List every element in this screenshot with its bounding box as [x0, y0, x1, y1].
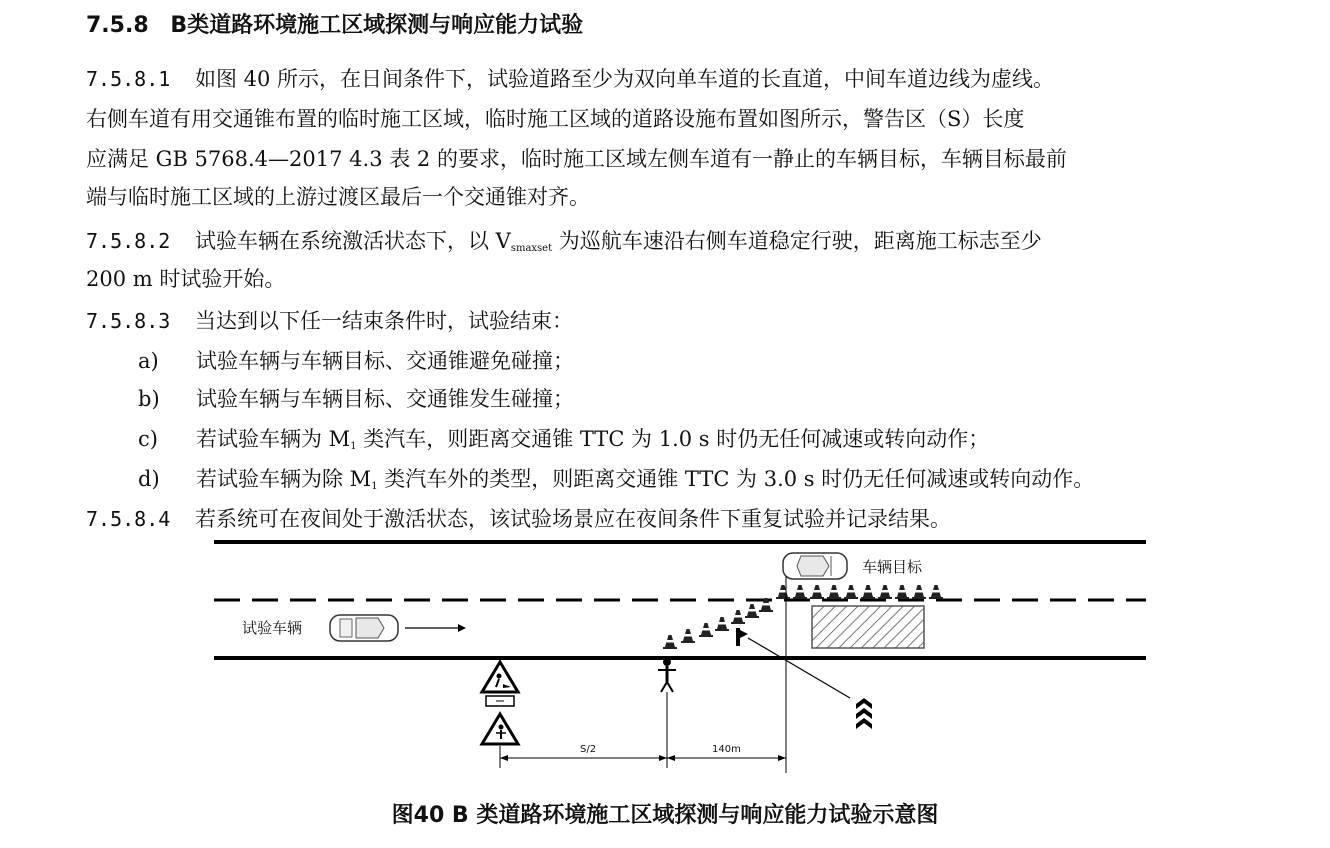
list-text-c-post: 类汽车，则距离交通锥 TTC 为 1.0 s 时仍无任何减速或转向动作；: [356, 427, 990, 451]
test-vehicle-label: 试验车辆: [242, 619, 303, 637]
p2-line-2: 200 m 时试验开始。: [86, 267, 286, 291]
list-item-d: [138, 464, 1094, 502]
construction-sign-icon: [482, 662, 518, 706]
section-heading: [86, 8, 583, 39]
p3-line: [86, 306, 573, 336]
taper-sign-icon: [736, 628, 748, 646]
work-zone: [812, 606, 924, 648]
test-vehicle: [330, 615, 398, 641]
p1-line-4: 端与临时施工区域的上游过渡区最后一个交通锥对齐。: [86, 185, 590, 209]
chevron-sign-icon: [856, 698, 872, 729]
list-sub-d: 1: [371, 481, 378, 492]
cone: [681, 629, 695, 643]
p4-number: 7.5.8.4: [86, 507, 171, 531]
list-text-d-post: 类汽车外的类型，则距离交通锥 TTC 为 3.0 s 时仍无任何减速或转向动作。: [377, 467, 1095, 491]
cone: [895, 585, 909, 599]
cone: [929, 585, 943, 599]
scenario-diagram: [200, 528, 1160, 788]
p1-line-2: 右侧车道有用交通锥布置的临时施工区域，临时施工区域的道路设施布置如图所示，警告区（S）长度: [86, 107, 1025, 131]
p1-line-1: [86, 64, 1054, 94]
cone: [861, 585, 875, 599]
list-text-b: 试验车辆与车辆目标、交通锥发生碰撞；: [196, 387, 574, 411]
p2-number: 7.5.8.2: [86, 229, 171, 253]
direction-arrow: [405, 624, 466, 632]
dim-label-s2: S/2: [580, 744, 597, 755]
cone: [745, 604, 759, 618]
figure-caption: 图40 B 类道路环境施工区域探测与响应能力试验示意图: [391, 803, 939, 828]
cone: [663, 635, 677, 649]
list-label-c: c): [138, 427, 158, 451]
list-text-a: 试验车辆与车辆目标、交通锥避免碰撞；: [196, 349, 574, 373]
p1-number: 7.5.8.1: [86, 67, 171, 91]
p4-text: 若系统可在夜间处于激活状态，该试验场景应在夜间条件下重复试验并记录结果。: [194, 507, 951, 531]
p1-text-1: 如图 40 所示，在日间条件下，试验道路至少为双向单车道的长直道，中间车道边线为虚线。: [194, 67, 1055, 91]
flagger-icon: [658, 658, 676, 692]
cone: [699, 623, 713, 637]
list-sub-c: 1: [350, 441, 357, 452]
target-vehicle-label: 车辆目标: [862, 558, 923, 576]
p2-line-1: [86, 226, 1042, 264]
p3-number: 7.5.8.3: [86, 309, 171, 333]
list-label-b: b): [138, 387, 160, 411]
dim-label-140: 140m: [712, 744, 741, 755]
cone: [776, 585, 790, 599]
list-item-b: [138, 384, 574, 414]
list-label-a: a): [138, 349, 159, 373]
p2-text-pre: 试验车辆在系统激活状态下，以 V: [194, 229, 511, 253]
worker-sign-icon: [482, 714, 518, 744]
p3-text: 当达到以下任一结束条件时，试验结束：: [194, 309, 573, 333]
cone: [715, 617, 729, 631]
section-title: B类道路环境施工区域探测与响应能力试验: [170, 13, 584, 38]
cone: [878, 585, 892, 599]
cone: [844, 585, 858, 599]
list-item-a: [138, 346, 574, 376]
cone: [731, 610, 745, 624]
list-text-d-pre: 若试验车辆为除 M: [196, 467, 372, 491]
p1-line-3: 应满足 GB 5768.4—2017 4.3 表 2 的要求，临时施工区域左侧车道有一静止的车辆目标，车辆目标最前: [86, 147, 1067, 171]
cone: [793, 585, 807, 599]
section-number: 7.5.8: [86, 13, 149, 38]
cone: [810, 585, 824, 599]
cone: [912, 585, 926, 599]
cone: [827, 585, 841, 599]
target-vehicle: [783, 553, 847, 579]
p2-subscript: smaxset: [510, 243, 553, 254]
list-text-c-pre: 若试验车辆为 M: [196, 427, 351, 451]
list-item-c: [138, 424, 989, 462]
p2-text-post: 为巡航车速沿右侧车道稳定行驶，距离施工标志至少: [552, 229, 1042, 253]
list-label-d: d): [138, 467, 160, 491]
